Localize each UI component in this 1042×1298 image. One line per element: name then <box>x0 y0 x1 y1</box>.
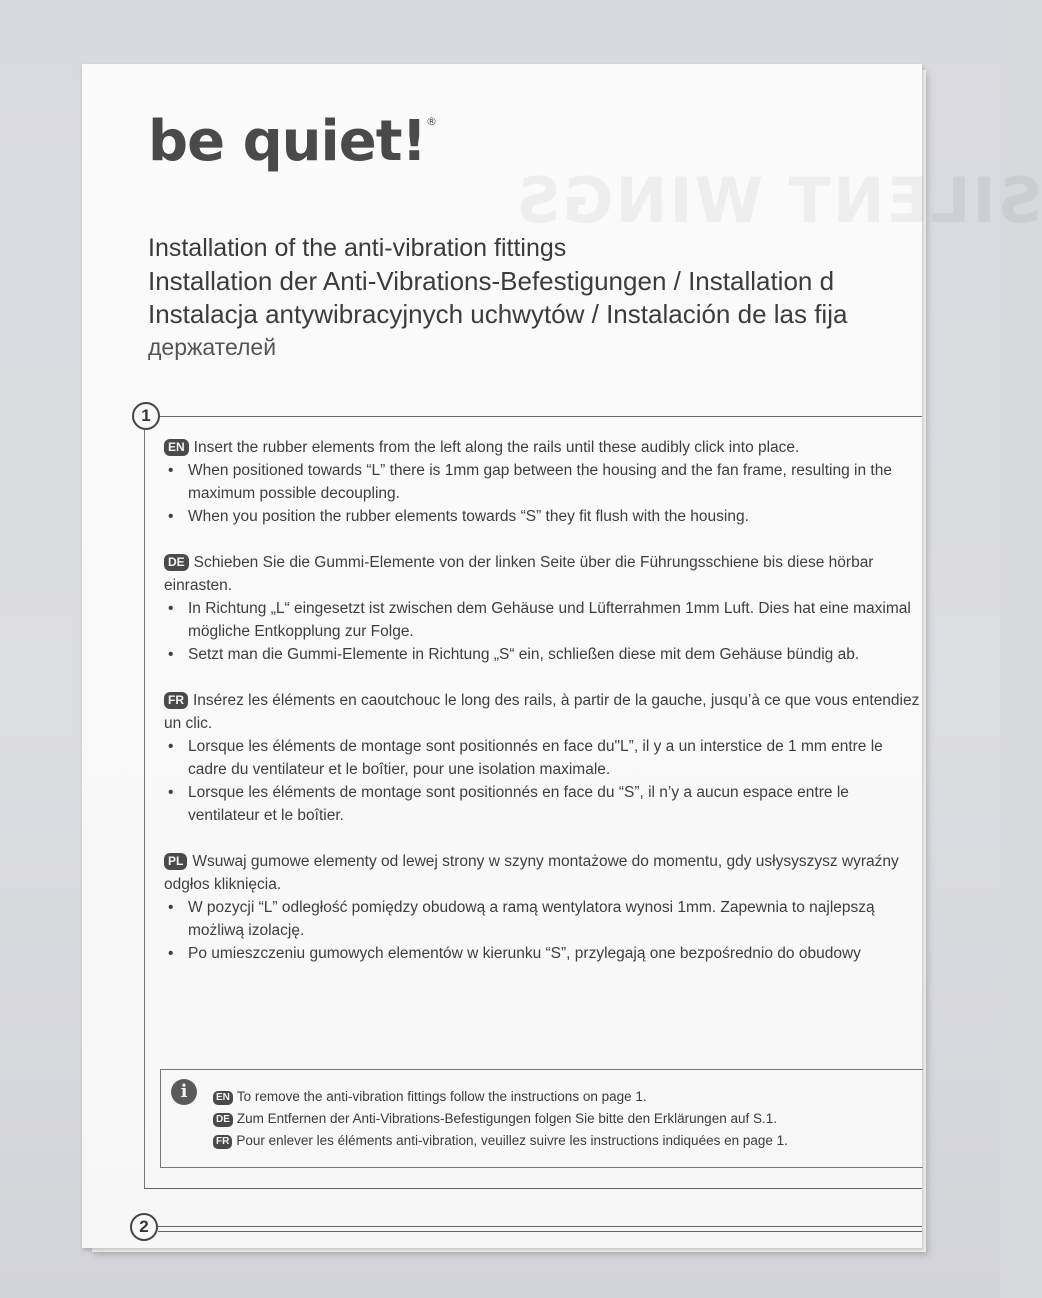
logo-text: be quiet! <box>148 109 426 174</box>
bullet-list <box>164 735 924 827</box>
bullet-list <box>164 459 924 528</box>
registered-mark: ® <box>426 115 436 128</box>
section-intro <box>164 436 924 459</box>
title-en: Installation of the anti-vibration fittings <box>148 234 567 262</box>
bullet-list <box>164 597 924 666</box>
section-en <box>164 436 924 528</box>
step-1-marker: 1 <box>132 402 160 430</box>
instruction-sections <box>164 436 924 988</box>
section-intro <box>164 850 924 896</box>
language-badge: EN <box>164 439 189 456</box>
language-badge: EN <box>213 1091 233 1105</box>
bullet-list <box>164 896 924 965</box>
bullet-item: • When positioned towards “L” there is 1mm gap between the housing and the fan frame, resulting in the maximum possible decoupling. <box>164 459 924 505</box>
section-pl <box>164 850 924 965</box>
bullet-item: • Lorsque les éléments de montage sont positionnés en face du “S”, il n’y a aucun espace entre le ventilateur et le boîtier. <box>164 781 924 827</box>
note-text: Pour enlever les éléments anti-vibration, veuillez suivre les instructions indiquées en page 1. <box>236 1133 788 1148</box>
intro-text: Wsuwaj gumowe elementy od lewej strony w szyny montażowe do momentu, gdy usłysyszysz wyraźny odgłos kliknięcia. <box>164 853 899 893</box>
step-1-rule <box>160 416 922 417</box>
intro-text: Insérez les éléments en caoutchouc le long des rails, à partir de la gauche, jusqu’à ce que vous entendiez un clic. <box>164 692 920 732</box>
step-1-frame-bottom <box>144 1188 922 1189</box>
bullet-item: • Lorsque les éléments de montage sont positionnés en face du"L”, il y a un interstice de 1 mm entre le cadre du ventilateur et le boîtier, pour une isolation maximale. <box>164 735 924 781</box>
intro-text: Schieben Sie die Gummi-Elemente von der linken Seite über die Führungsschiene bis diese hörbar einrasten. <box>164 554 874 594</box>
language-badge: FR <box>164 692 188 709</box>
title-block <box>148 232 928 364</box>
note-text: To remove the anti-vibration fittings follow the instructions on page 1. <box>236 1089 647 1104</box>
show-through-print: SILENT WINGS <box>514 164 1042 237</box>
note-line-de <box>213 1108 788 1130</box>
step-2-rule <box>158 1226 922 1227</box>
note-lines <box>213 1086 788 1152</box>
info-icon: i <box>171 1079 197 1105</box>
brand-logo <box>148 109 436 174</box>
bullet-item: • W pozycji “L” odległość pomiędzy obudową a ramą wentylatora wynosi 1mm. Zapewnia to najlepszą możliwą izolację. <box>164 896 924 942</box>
section-de <box>164 551 924 666</box>
instruction-sheet <box>82 64 1042 1248</box>
bullet-item: • When you position the rubber elements towards “S” they fit flush with the housing. <box>164 505 924 528</box>
note-line-en <box>213 1086 788 1108</box>
title-de-fr: Installation der Anti-Vibrations-Befestigungen / Installation d <box>148 266 835 296</box>
bullet-item: • Setzt man die Gummi-Elemente in Richtung „S“ ein, schließen diese mit dem Gehäuse bündig ab. <box>164 643 924 666</box>
language-badge: DE <box>164 554 189 571</box>
section-fr <box>164 689 924 827</box>
section-intro <box>164 551 924 597</box>
note-line-fr <box>213 1130 788 1152</box>
step-2-marker: 2 <box>130 1213 158 1241</box>
language-badge: DE <box>213 1113 233 1127</box>
note-box <box>160 1069 923 1168</box>
bullet-item: • In Richtung „L“ eingesetzt ist zwischen dem Gehäuse und Lüfterrahmen 1mm Luft. Dies hat eine maximal mögliche Entkopplung zur Folge. <box>164 597 924 643</box>
section-intro <box>164 689 924 735</box>
language-badge: PL <box>164 853 187 870</box>
bullet-item: • Po umieszczeniu gumowych elementów w kierunku “S”, przylegają one bezpośrednio do obudowy <box>164 942 924 965</box>
title-ru: держателей <box>148 334 277 360</box>
language-badge: FR <box>213 1135 232 1149</box>
intro-text: Insert the rubber elements from the left along the rails until these audibly click into place. <box>193 439 800 456</box>
note-text: Zum Entfernen der Anti-Vibrations-Befestigungen folgen Sie bitte den Erklärungen auf S.1. <box>236 1111 777 1126</box>
step-1-frame-left <box>144 430 145 1188</box>
step-2-rule-lower <box>158 1231 922 1232</box>
title-pl-es: Instalacja antywibracyjnych uchwytów / Instalación de las fija <box>148 299 848 329</box>
